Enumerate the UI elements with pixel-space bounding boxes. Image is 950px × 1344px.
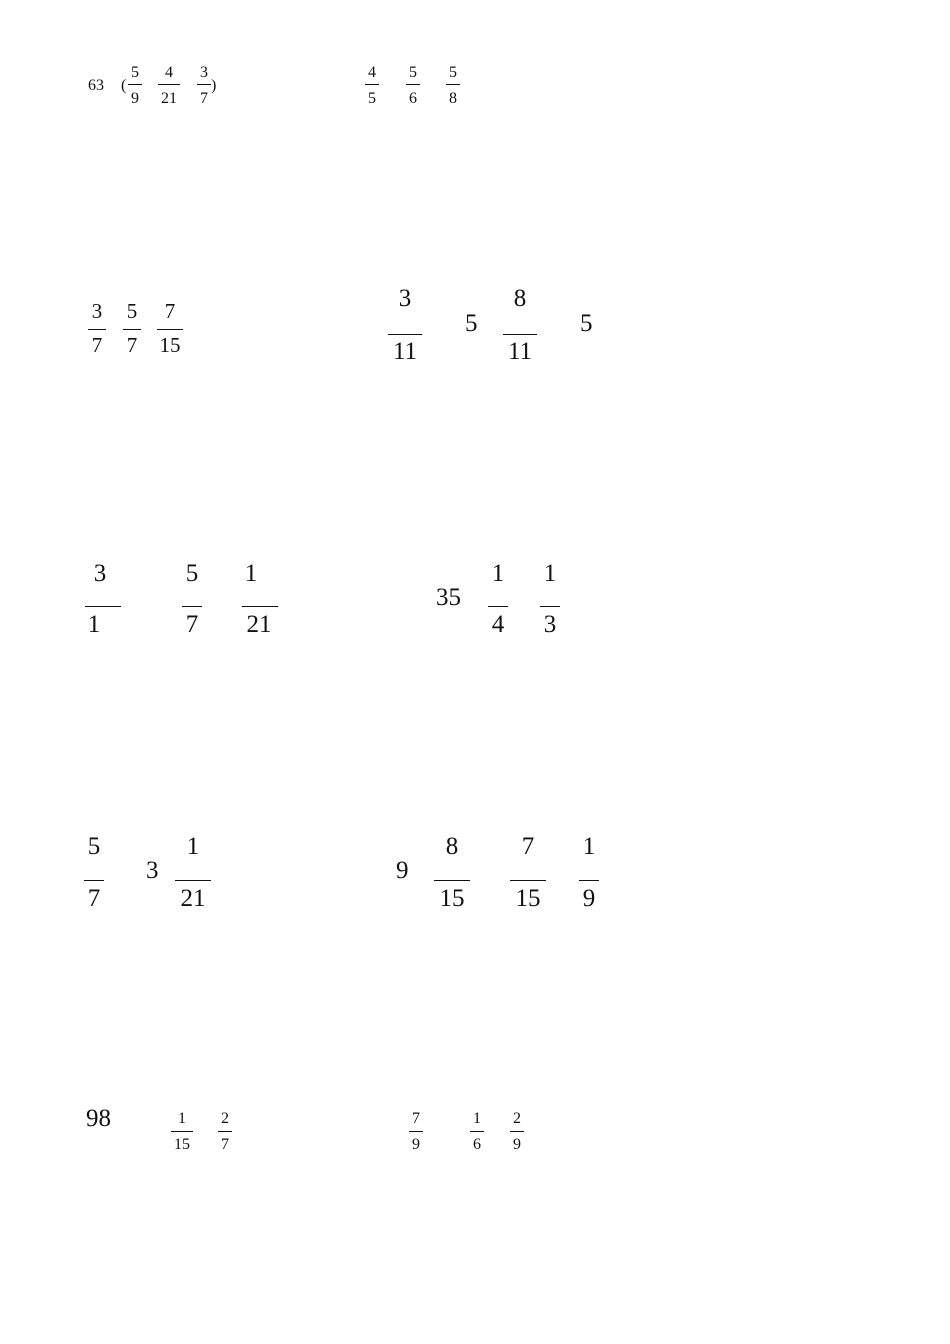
fraction-denominator: 7 bbox=[221, 1136, 229, 1153]
fraction-bar bbox=[171, 1131, 193, 1132]
fraction-numerator: 5 bbox=[409, 64, 417, 81]
fraction-bar bbox=[218, 1131, 232, 1132]
fraction-denominator: 11 bbox=[507, 338, 533, 365]
fraction-denominator: 3 bbox=[543, 611, 557, 638]
fraction-numerator: 1 bbox=[244, 560, 258, 587]
fraction-bar bbox=[510, 880, 546, 881]
fraction-bar bbox=[503, 334, 537, 335]
fraction-numerator: 5 bbox=[87, 833, 101, 860]
fraction-numerator: 5 bbox=[126, 299, 138, 323]
fraction-numerator: 5 bbox=[185, 560, 199, 587]
open-parenthesis: ( bbox=[121, 77, 127, 94]
fraction-denominator: 7 bbox=[126, 333, 138, 357]
fraction-bar bbox=[85, 606, 121, 607]
leading-number: 9 bbox=[396, 857, 409, 884]
fraction-bar bbox=[434, 880, 470, 881]
fraction-numerator: 7 bbox=[521, 833, 535, 860]
fraction-numerator: 1 bbox=[186, 833, 200, 860]
fraction-denominator: 8 bbox=[449, 90, 457, 107]
fraction-numerator: 5 bbox=[449, 64, 457, 81]
fraction-denominator: 9 bbox=[513, 1136, 521, 1153]
fraction-denominator: 7 bbox=[91, 333, 103, 357]
fraction-numerator: 8 bbox=[513, 285, 527, 312]
fraction-bar bbox=[446, 84, 460, 85]
fraction-numerator: 1 bbox=[491, 560, 505, 587]
leading-number: 35 bbox=[436, 584, 461, 611]
fraction-bar bbox=[388, 334, 422, 335]
fraction-denominator: 11 bbox=[392, 338, 418, 365]
fraction-denominator: 7 bbox=[200, 90, 208, 107]
fraction-denominator: 6 bbox=[409, 90, 417, 107]
close-parenthesis: ) bbox=[211, 77, 217, 94]
fraction-numerator: 1 bbox=[543, 560, 557, 587]
fraction-bar bbox=[84, 880, 104, 881]
fraction-bar bbox=[510, 1131, 524, 1132]
whole-number: 5 bbox=[580, 310, 593, 337]
fraction-denominator: 15 bbox=[515, 885, 541, 912]
fraction-denominator: 15 bbox=[174, 1136, 190, 1153]
fraction-bar bbox=[242, 606, 278, 607]
fraction-numerator: 4 bbox=[368, 64, 376, 81]
fraction-bar bbox=[409, 1131, 423, 1132]
fraction-denominator: 21 bbox=[246, 611, 272, 638]
fraction-bar bbox=[488, 606, 508, 607]
fraction-bar bbox=[123, 329, 141, 330]
fraction-numerator: 3 bbox=[93, 560, 107, 587]
fraction-denominator: 4 bbox=[491, 611, 505, 638]
fraction-denominator: 5 bbox=[368, 90, 376, 107]
fraction-bar bbox=[157, 329, 183, 330]
fraction-bar bbox=[197, 84, 211, 85]
fraction-denominator: 9 bbox=[412, 1136, 420, 1153]
fraction-bar bbox=[579, 880, 599, 881]
fraction-bar bbox=[540, 606, 560, 607]
fraction-numerator: 7 bbox=[412, 1110, 420, 1127]
fraction-bar bbox=[175, 880, 211, 881]
fraction-bar bbox=[88, 329, 106, 330]
fraction-denominator: 21 bbox=[180, 885, 206, 912]
fraction-numerator: 1 bbox=[473, 1110, 481, 1127]
fraction-denominator: 6 bbox=[473, 1136, 481, 1153]
leading-number: 63 bbox=[88, 77, 104, 94]
fraction-numerator: 1 bbox=[582, 833, 596, 860]
fraction-bar bbox=[365, 84, 379, 85]
fraction-bar bbox=[406, 84, 420, 85]
fraction-bar bbox=[182, 606, 202, 607]
fraction-denominator: 21 bbox=[161, 90, 177, 107]
fraction-numerator: 2 bbox=[221, 1110, 229, 1127]
fraction-numerator: 2 bbox=[513, 1110, 521, 1127]
leading-number: 98 bbox=[86, 1105, 111, 1132]
fraction-denominator: 7 bbox=[87, 885, 101, 912]
fraction-numerator: 4 bbox=[165, 64, 173, 81]
fraction-bar bbox=[158, 84, 180, 85]
fraction-denominator: 15 bbox=[439, 885, 465, 912]
fraction-denominator: 9 bbox=[582, 885, 596, 912]
fraction-denominator: 7 bbox=[185, 611, 199, 638]
fraction-numerator: 8 bbox=[445, 833, 459, 860]
fraction-numerator: 1 bbox=[178, 1110, 186, 1127]
fraction-bar bbox=[128, 84, 142, 85]
fraction-numerator: 5 bbox=[131, 64, 139, 81]
whole-number: 3 bbox=[146, 857, 159, 884]
fraction-numerator: 3 bbox=[200, 64, 208, 81]
fraction-numerator: 3 bbox=[398, 285, 412, 312]
fraction-numerator: 3 bbox=[91, 299, 103, 323]
fraction-bar bbox=[470, 1131, 484, 1132]
fraction-denominator: 1 bbox=[87, 611, 101, 638]
whole-number: 5 bbox=[465, 310, 478, 337]
fraction-numerator: 7 bbox=[164, 299, 176, 323]
fraction-denominator: 9 bbox=[131, 90, 139, 107]
fraction-denominator: 15 bbox=[159, 333, 181, 357]
